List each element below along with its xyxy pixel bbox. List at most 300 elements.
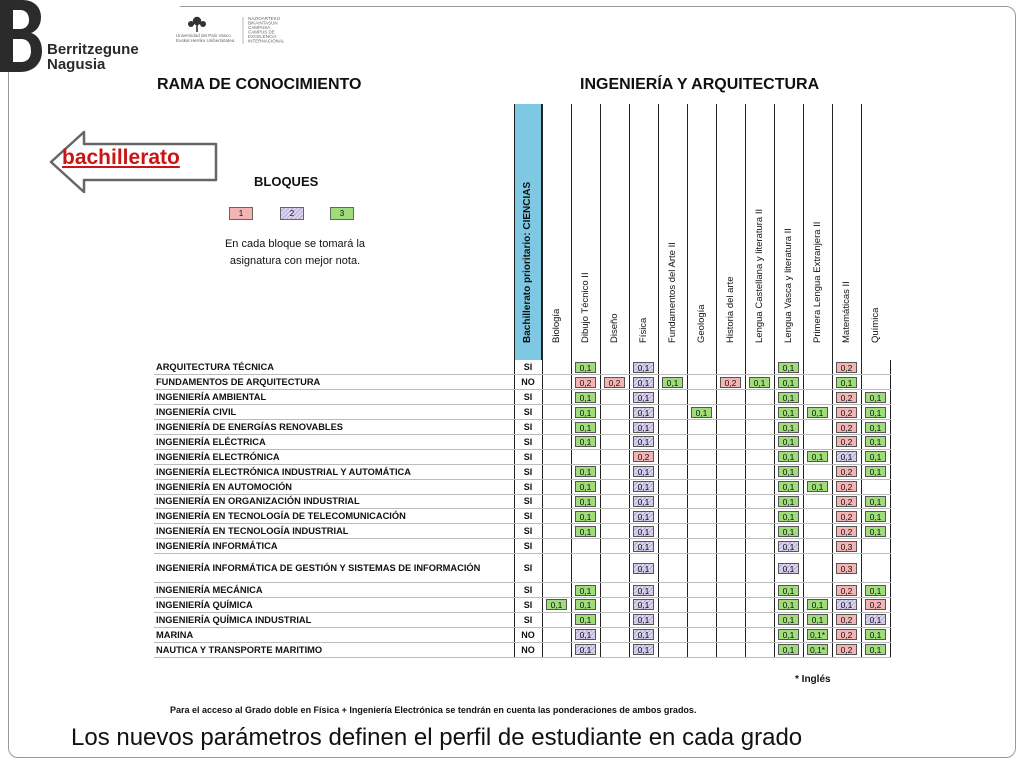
weight-badge: 0,1	[778, 466, 799, 477]
weight-cell	[745, 539, 774, 554]
upv-tree-icon	[188, 17, 206, 32]
weight-cell	[629, 390, 658, 405]
weight-cell	[716, 539, 745, 554]
weight-cell	[774, 554, 803, 583]
weight-cell	[832, 627, 861, 642]
weight-cell	[716, 494, 745, 509]
weight-cell	[803, 375, 832, 390]
weight-badge: 0,1	[575, 436, 596, 447]
weight-badge: 0,1	[778, 481, 799, 492]
weight-cell	[542, 375, 571, 390]
weight-badge: 0,1	[575, 481, 596, 492]
weight-cell	[571, 434, 600, 449]
weight-badge: 0,1	[865, 496, 886, 507]
weight-cell	[687, 420, 716, 435]
weight-cell	[774, 524, 803, 539]
weight-cell	[803, 405, 832, 420]
weight-cell	[629, 583, 658, 598]
table-row	[154, 509, 890, 524]
weight-cell	[687, 449, 716, 464]
weight-cell	[542, 583, 571, 598]
bachillerato-priority: SI	[514, 597, 542, 612]
weight-cell	[861, 524, 890, 539]
weight-cell	[687, 405, 716, 420]
weight-cell	[716, 583, 745, 598]
weight-cell	[745, 627, 774, 642]
weight-cell	[629, 405, 658, 420]
weight-cell	[861, 539, 890, 554]
weight-cell	[745, 612, 774, 627]
bachillerato-priority: SI	[514, 464, 542, 479]
weight-cell	[658, 464, 687, 479]
weight-badge: 0,1	[865, 511, 886, 522]
weight-cell	[745, 360, 774, 375]
bachillerato-priority: NO	[514, 375, 542, 390]
weight-cell	[861, 642, 890, 657]
weight-cell	[745, 479, 774, 494]
weight-cell	[716, 405, 745, 420]
weight-badge: 0,1	[778, 585, 799, 596]
weight-cell	[600, 375, 629, 390]
weight-badge: 0,1	[865, 629, 886, 640]
legend-block-3: 3	[330, 207, 354, 220]
weight-cell	[832, 375, 861, 390]
weight-cell	[716, 612, 745, 627]
weight-badge: 0,1	[778, 436, 799, 447]
column-header-subject	[542, 104, 571, 360]
weight-badge: 0,1	[633, 407, 654, 418]
weight-cell	[658, 597, 687, 612]
weight-cell	[658, 612, 687, 627]
column-header-subject	[687, 104, 716, 360]
weight-badge: 0,3	[836, 563, 857, 574]
weight-cell	[832, 597, 861, 612]
weight-cell	[571, 360, 600, 375]
weight-badge: 0,2	[836, 614, 857, 625]
weight-badge: 0,1	[575, 392, 596, 403]
weight-badge: 0,1	[865, 436, 886, 447]
weight-cell	[658, 494, 687, 509]
weight-badge: 0,2	[836, 466, 857, 477]
weight-cell	[600, 627, 629, 642]
degree-name: INGENIERÍA EN TECNOLOGÍA INDUSTRIAL	[154, 524, 514, 539]
weight-badge: 0,1	[633, 541, 654, 552]
weight-badge: 0,1	[575, 526, 596, 537]
weight-badge: 0,1	[778, 599, 799, 610]
weight-cell	[861, 420, 890, 435]
weight-badge: 0,2	[836, 362, 857, 373]
weight-cell	[542, 612, 571, 627]
weight-badge: 0,1	[778, 496, 799, 507]
weight-cell	[832, 642, 861, 657]
weight-badge: 0,1	[865, 614, 886, 625]
weight-cell	[832, 479, 861, 494]
weight-cell	[600, 554, 629, 583]
weight-badge: 0,1	[807, 599, 828, 610]
degree-name: INGENIERÍA AMBIENTAL	[154, 390, 514, 405]
weight-cell	[687, 360, 716, 375]
weight-cell	[774, 449, 803, 464]
weight-cell	[803, 390, 832, 405]
legend-block-1: 1	[229, 207, 253, 220]
degree-name: INGENIERÍA QUÍMICA INDUSTRIAL	[154, 612, 514, 627]
weight-cell	[600, 539, 629, 554]
weight-cell	[687, 597, 716, 612]
brand-name	[47, 42, 139, 72]
weight-cell	[629, 464, 658, 479]
column-header-subject	[629, 104, 658, 360]
weight-badge: 0,1	[836, 451, 857, 462]
weight-badge: 0,1	[633, 629, 654, 640]
weight-cell	[803, 494, 832, 509]
column-header-label: Geología	[696, 304, 707, 343]
weight-cell	[658, 509, 687, 524]
weight-cell	[542, 524, 571, 539]
weight-cell	[774, 612, 803, 627]
weight-cell	[629, 434, 658, 449]
weight-cell	[803, 479, 832, 494]
weight-cell	[571, 375, 600, 390]
weight-cell	[803, 524, 832, 539]
weight-cell	[716, 554, 745, 583]
weight-cell	[542, 464, 571, 479]
weight-cell	[571, 479, 600, 494]
weight-cell	[832, 524, 861, 539]
weight-cell	[745, 434, 774, 449]
weight-cell	[803, 434, 832, 449]
weight-cell	[832, 405, 861, 420]
weight-cell	[658, 583, 687, 598]
weight-cell	[832, 509, 861, 524]
brand-line-1: Berritzegune	[47, 41, 139, 58]
degree-name: INGENIERÍA EN ORGANIZACIÓN INDUSTRIAL	[154, 494, 514, 509]
bachillerato-priority: SI	[514, 420, 542, 435]
legend-title: BLOQUES	[254, 174, 319, 189]
table-row	[154, 420, 890, 435]
weight-cell	[861, 583, 890, 598]
column-header-label: Química	[870, 307, 881, 343]
campus-line-3: CAMPUSA	[248, 25, 271, 30]
degree-name: INGENIERÍA EN TECNOLOGÍA DE TELECOMUNICACIÓN	[154, 509, 514, 524]
bachillerato-priority: SI	[514, 524, 542, 539]
degree-name: INGENIERÍA EN AUTOMOCIÓN	[154, 479, 514, 494]
weight-cell	[571, 524, 600, 539]
bachillerato-priority: SI	[514, 479, 542, 494]
weight-badge: 0,1	[575, 599, 596, 610]
weight-cell	[861, 494, 890, 509]
legend-block-2: 2	[280, 207, 304, 220]
degree-name: INGENIERÍA INFORMÁTICA	[154, 539, 514, 554]
weight-badge: 0,1	[633, 526, 654, 537]
weight-cell	[571, 554, 600, 583]
weight-cell	[571, 464, 600, 479]
weight-badge: 0,1	[836, 599, 857, 610]
weight-cell	[803, 583, 832, 598]
weight-cell	[861, 464, 890, 479]
weight-cell	[600, 509, 629, 524]
weight-badge: 0,1	[633, 614, 654, 625]
brand-line-2: Nagusia	[47, 56, 106, 73]
column-header-label: Lengua Castellana y literatura II	[754, 208, 765, 343]
weight-cell	[774, 627, 803, 642]
bachillerato-priority: SI	[514, 539, 542, 554]
weight-cell	[600, 494, 629, 509]
weight-cell	[600, 597, 629, 612]
table-row	[154, 405, 890, 420]
weight-cell	[861, 554, 890, 583]
weight-cell	[687, 642, 716, 657]
weight-badge: 0,2	[836, 644, 857, 655]
weight-badge: 0,1	[865, 407, 886, 418]
column-header-subject	[571, 104, 600, 360]
weight-cell	[803, 627, 832, 642]
weight-badge: 0,1	[778, 614, 799, 625]
weight-badge: 0,1	[633, 392, 654, 403]
weight-badge: 0,1	[865, 526, 886, 537]
ingles-note: * Inglés	[795, 674, 831, 685]
weight-cell	[600, 612, 629, 627]
weight-cell	[571, 390, 600, 405]
weight-badge: 0,1	[807, 451, 828, 462]
weight-badge: 0,2	[836, 407, 857, 418]
weight-cell	[803, 420, 832, 435]
table-row	[154, 627, 890, 642]
weight-cell	[803, 642, 832, 657]
weight-badge: 0,2	[836, 526, 857, 537]
table-row	[154, 434, 890, 449]
weight-cell	[658, 627, 687, 642]
weight-cell	[629, 642, 658, 657]
table-row	[154, 524, 890, 539]
weight-cell	[571, 420, 600, 435]
weight-cell	[803, 539, 832, 554]
weight-cell	[832, 449, 861, 464]
weight-badge: 0,1	[778, 377, 799, 388]
weight-badge: 0,1	[633, 362, 654, 373]
weight-cell	[774, 597, 803, 612]
weight-cell	[542, 554, 571, 583]
weight-cell	[832, 390, 861, 405]
column-header-label: Matemáticas II	[841, 281, 852, 343]
weight-cell	[658, 539, 687, 554]
weight-cell	[861, 434, 890, 449]
degree-name: ARQUITECTURA TÉCNICA	[154, 360, 514, 375]
weight-cell	[716, 375, 745, 390]
weight-cell	[600, 360, 629, 375]
weight-badge: 0,1	[865, 585, 886, 596]
weight-badge: 0,1	[778, 392, 799, 403]
table-row	[154, 597, 890, 612]
weight-badge: 0,2	[836, 629, 857, 640]
weight-cell	[745, 524, 774, 539]
slide-caption: Los nuevos parámetros definen el perfil de estudiante en cada grado	[71, 724, 803, 751]
bachillerato-priority: SI	[514, 405, 542, 420]
weight-cell	[571, 494, 600, 509]
weight-cell	[832, 494, 861, 509]
weight-cell	[600, 642, 629, 657]
weight-badge: 0,1	[546, 599, 567, 610]
weight-cell	[832, 434, 861, 449]
weight-cell	[629, 509, 658, 524]
weight-cell	[803, 554, 832, 583]
column-header-subject	[600, 104, 629, 360]
weights-table	[154, 360, 891, 658]
weight-cell	[571, 612, 600, 627]
weight-cell	[774, 375, 803, 390]
weight-cell	[600, 434, 629, 449]
table-row	[154, 479, 890, 494]
weight-cell	[600, 524, 629, 539]
weight-cell	[542, 642, 571, 657]
weight-cell	[687, 494, 716, 509]
weight-cell	[571, 449, 600, 464]
weight-cell	[861, 449, 890, 464]
column-header-label: Dibujo Técnico II	[580, 272, 591, 343]
table-row	[154, 554, 890, 583]
weight-cell	[687, 583, 716, 598]
weight-cell	[774, 642, 803, 657]
upv-label: Universidad del País Vasco	[176, 33, 231, 38]
weight-cell	[542, 360, 571, 375]
weight-cell	[861, 597, 890, 612]
weight-badge: 0,1	[691, 407, 712, 418]
column-header-subject	[832, 104, 861, 360]
bachillerato-priority: SI	[514, 360, 542, 375]
weight-badge: 0,2	[836, 511, 857, 522]
table-row	[154, 375, 890, 390]
weight-cell	[716, 434, 745, 449]
weight-cell	[600, 583, 629, 598]
weight-cell	[745, 420, 774, 435]
weight-cell	[861, 479, 890, 494]
weight-cell	[542, 627, 571, 642]
weight-cell	[571, 405, 600, 420]
weight-cell	[774, 494, 803, 509]
column-header-subject	[774, 104, 803, 360]
weight-badge: 0,2	[836, 585, 857, 596]
upv-ehu-logo	[170, 14, 290, 46]
degree-name: INGENIERÍA QUÍMICA	[154, 597, 514, 612]
weight-cell	[542, 434, 571, 449]
weight-cell	[542, 509, 571, 524]
weight-cell	[629, 524, 658, 539]
weight-cell	[861, 627, 890, 642]
weight-cell	[571, 642, 600, 657]
weight-badge: 0,1	[836, 377, 857, 388]
weight-cell	[600, 420, 629, 435]
weight-cell	[658, 390, 687, 405]
bachillerato-priority: SI	[514, 612, 542, 627]
ehu-label: Euskal Herriko Unibertsitatea	[176, 38, 235, 43]
weight-cell	[571, 583, 600, 598]
weight-badge: 0,2	[604, 377, 625, 388]
weight-cell	[716, 449, 745, 464]
weight-cell	[861, 405, 890, 420]
column-header-subject	[745, 104, 774, 360]
weight-cell	[832, 539, 861, 554]
bachillerato-link[interactable]: bachillerato	[62, 146, 180, 169]
bachillerato-priority: SI	[514, 449, 542, 464]
weight-badge: 0,1	[865, 644, 886, 655]
table-row	[154, 612, 890, 627]
weight-cell	[861, 612, 890, 627]
bachillerato-priority: SI	[514, 390, 542, 405]
weight-cell	[774, 464, 803, 479]
weight-cell	[629, 360, 658, 375]
weight-badge: 0,1*	[807, 629, 828, 640]
weight-cell	[774, 434, 803, 449]
weight-cell	[629, 539, 658, 554]
weight-cell	[832, 464, 861, 479]
weight-badge: 0,1	[865, 392, 886, 403]
weight-badge: 0,1	[633, 599, 654, 610]
degree-name: INGENIERÍA INFORMÁTICA DE GESTIÓN Y SISTEMAS DE INFORMACIÓN	[154, 554, 514, 583]
weight-badge: 0,1*	[807, 644, 828, 655]
weight-badge: 0,1	[778, 526, 799, 537]
footnote: Para el acceso al Grado doble en Física + Ingeniería Electrónica se tendrán en cuenta las ponderaciones de ambos grados.	[170, 705, 697, 715]
weight-badge: 0,2	[633, 451, 654, 462]
weight-cell	[716, 479, 745, 494]
weight-cell	[745, 390, 774, 405]
weight-badge: 0,1	[575, 407, 596, 418]
weight-cell	[774, 479, 803, 494]
bachillerato-priority: SI	[514, 494, 542, 509]
weight-cell	[542, 539, 571, 554]
weight-cell	[832, 420, 861, 435]
weight-cell	[571, 627, 600, 642]
table-row	[154, 494, 890, 509]
weight-badge: 0,2	[836, 496, 857, 507]
weight-cell	[803, 612, 832, 627]
weight-cell	[629, 597, 658, 612]
weight-cell	[745, 509, 774, 524]
campus-line-4: CAMPUS DE	[248, 29, 275, 35]
weight-cell	[658, 360, 687, 375]
weight-badge: 0,1	[575, 585, 596, 596]
table-row	[154, 464, 890, 479]
column-header-label: Lengua Vasca y literatura II	[783, 228, 794, 343]
weight-cell	[542, 449, 571, 464]
weight-cell	[600, 405, 629, 420]
weight-cell	[629, 494, 658, 509]
weight-badge: 0,1	[633, 377, 654, 388]
weight-cell	[716, 360, 745, 375]
weight-cell	[716, 464, 745, 479]
weight-cell	[687, 464, 716, 479]
weight-cell	[716, 524, 745, 539]
weight-cell	[629, 420, 658, 435]
bachillerato-priority: SI	[514, 583, 542, 598]
degree-name: INGENIERÍA ELÉCTRICA	[154, 434, 514, 449]
column-header-label: Biología	[551, 308, 562, 343]
rama-title: RAMA DE CONOCIMIENTO	[157, 76, 362, 93]
weight-cell	[716, 509, 745, 524]
weight-badge: 0,1	[633, 436, 654, 447]
column-header-subject	[658, 104, 687, 360]
weight-cell	[774, 420, 803, 435]
weight-cell	[687, 554, 716, 583]
weight-cell	[571, 597, 600, 612]
weight-badge: 0,1	[633, 563, 654, 574]
weight-cell	[774, 405, 803, 420]
weight-badge: 0,1	[662, 377, 683, 388]
weight-cell	[687, 434, 716, 449]
weight-badge: 0,1	[633, 496, 654, 507]
weight-badge: 0,1	[575, 496, 596, 507]
weight-cell	[571, 509, 600, 524]
weight-badge: 0,1	[633, 481, 654, 492]
table-row	[154, 642, 890, 657]
